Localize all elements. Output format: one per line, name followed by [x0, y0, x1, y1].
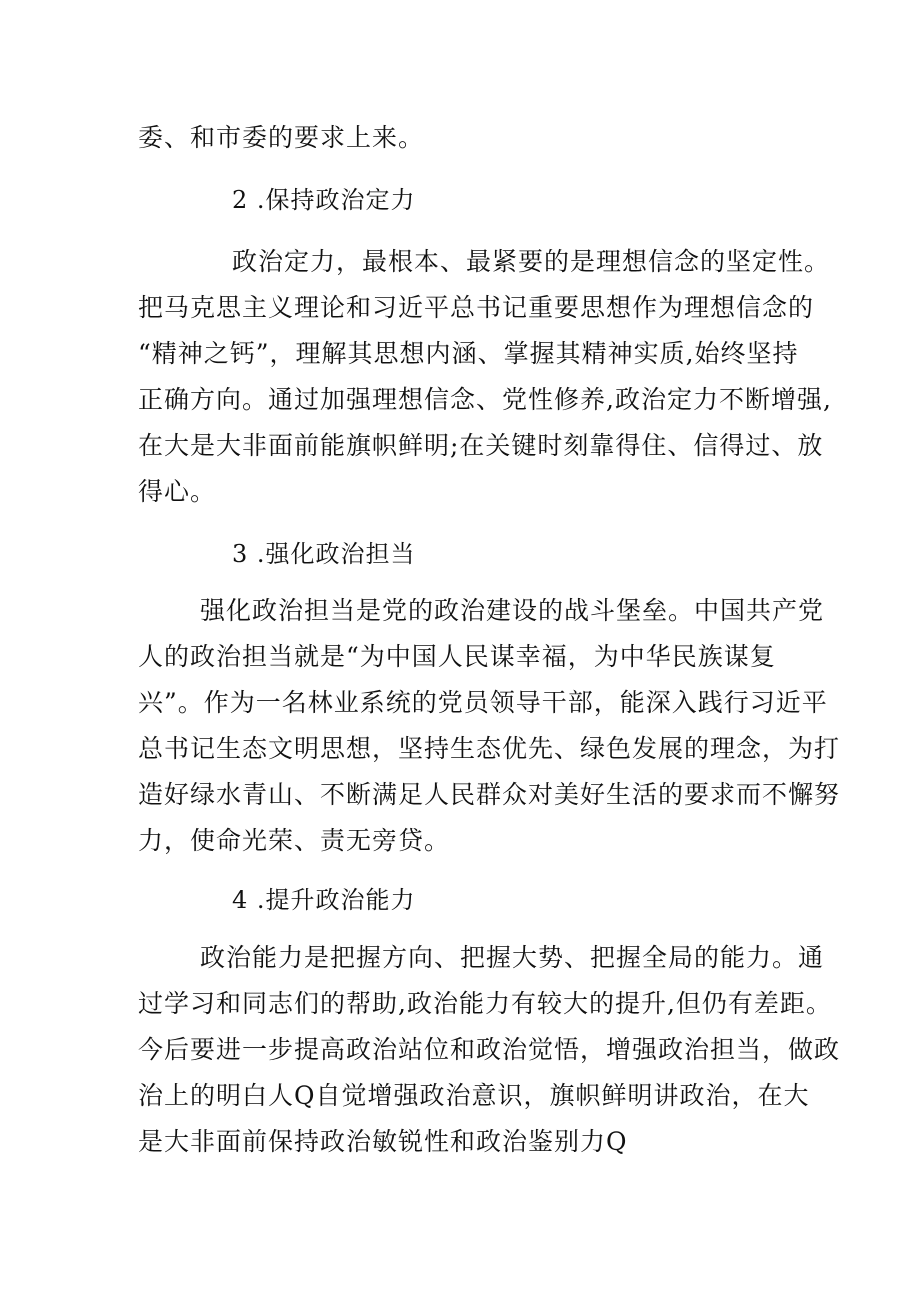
paragraph-line: 政治能力是把握方向、把握大势、把握全局的能力。通 — [200, 943, 825, 972]
paragraph-line: 强化政治担当是党的政治建设的战斗堡垒。中国共产党 — [200, 596, 825, 625]
paragraph-line: 人的政治担当就是“为中国人民谋幸福，为中华民族谋复 — [138, 642, 776, 671]
paragraph-line: 今后要进一步提高政治站位和政治觉悟，增强政治担当，做政 — [138, 1035, 841, 1064]
paragraph-line: 把马克思主义理论和习近平总书记重要思想作为理想信念的 — [138, 293, 815, 322]
paragraph-line: 过学习和同志们的帮助,政治能力有较大的提升,但仍有差距。 — [138, 989, 832, 1018]
paragraph-line: “精神之钙”，理解其思想内涵、掌握其精神实质,始终坚持 — [138, 339, 799, 368]
intro-line: 委、和市委的要求上来。 — [138, 123, 425, 152]
paragraph-line: 总书记生态文明思想，坚持生态优先、绿色发展的理念，为打 — [138, 734, 841, 763]
section-heading-3: 3 .强化政治担当 — [232, 540, 416, 568]
paragraph-line: 正确方向。通过加强理想信念、党性修养,政治定力不断增强, — [138, 385, 832, 414]
section-heading-2: 2 .保持政治定力 — [232, 186, 416, 214]
paragraph-line: 治上的明白人Q自觉增强政治意识，旗帜鲜明讲政治，在大 — [138, 1081, 810, 1110]
paragraph-line: 力，使命光荣、责无旁贷。 — [138, 826, 451, 855]
paragraph-line: 政治定力，最根本、最紧要的是理想信念的坚定性。 — [232, 247, 831, 276]
section-heading-4: 4 .提升政治能力 — [232, 886, 416, 914]
paragraph-line: 得心。 — [138, 477, 217, 506]
paragraph-line: 造好绿水青山、不断满足人民群众对美好生活的要求而不懈努 — [138, 780, 841, 809]
paragraph-line: 在大是大非面前能旗帜鲜明;在关键时刻靠得住、信得过、放 — [138, 431, 824, 460]
paragraph-line: 兴”。作为一名林业系统的党员领导干部，能深入践行习近平 — [138, 688, 828, 717]
paragraph-line: 是大非面前保持政治敏锐性和政治鉴别力Q — [138, 1127, 628, 1156]
